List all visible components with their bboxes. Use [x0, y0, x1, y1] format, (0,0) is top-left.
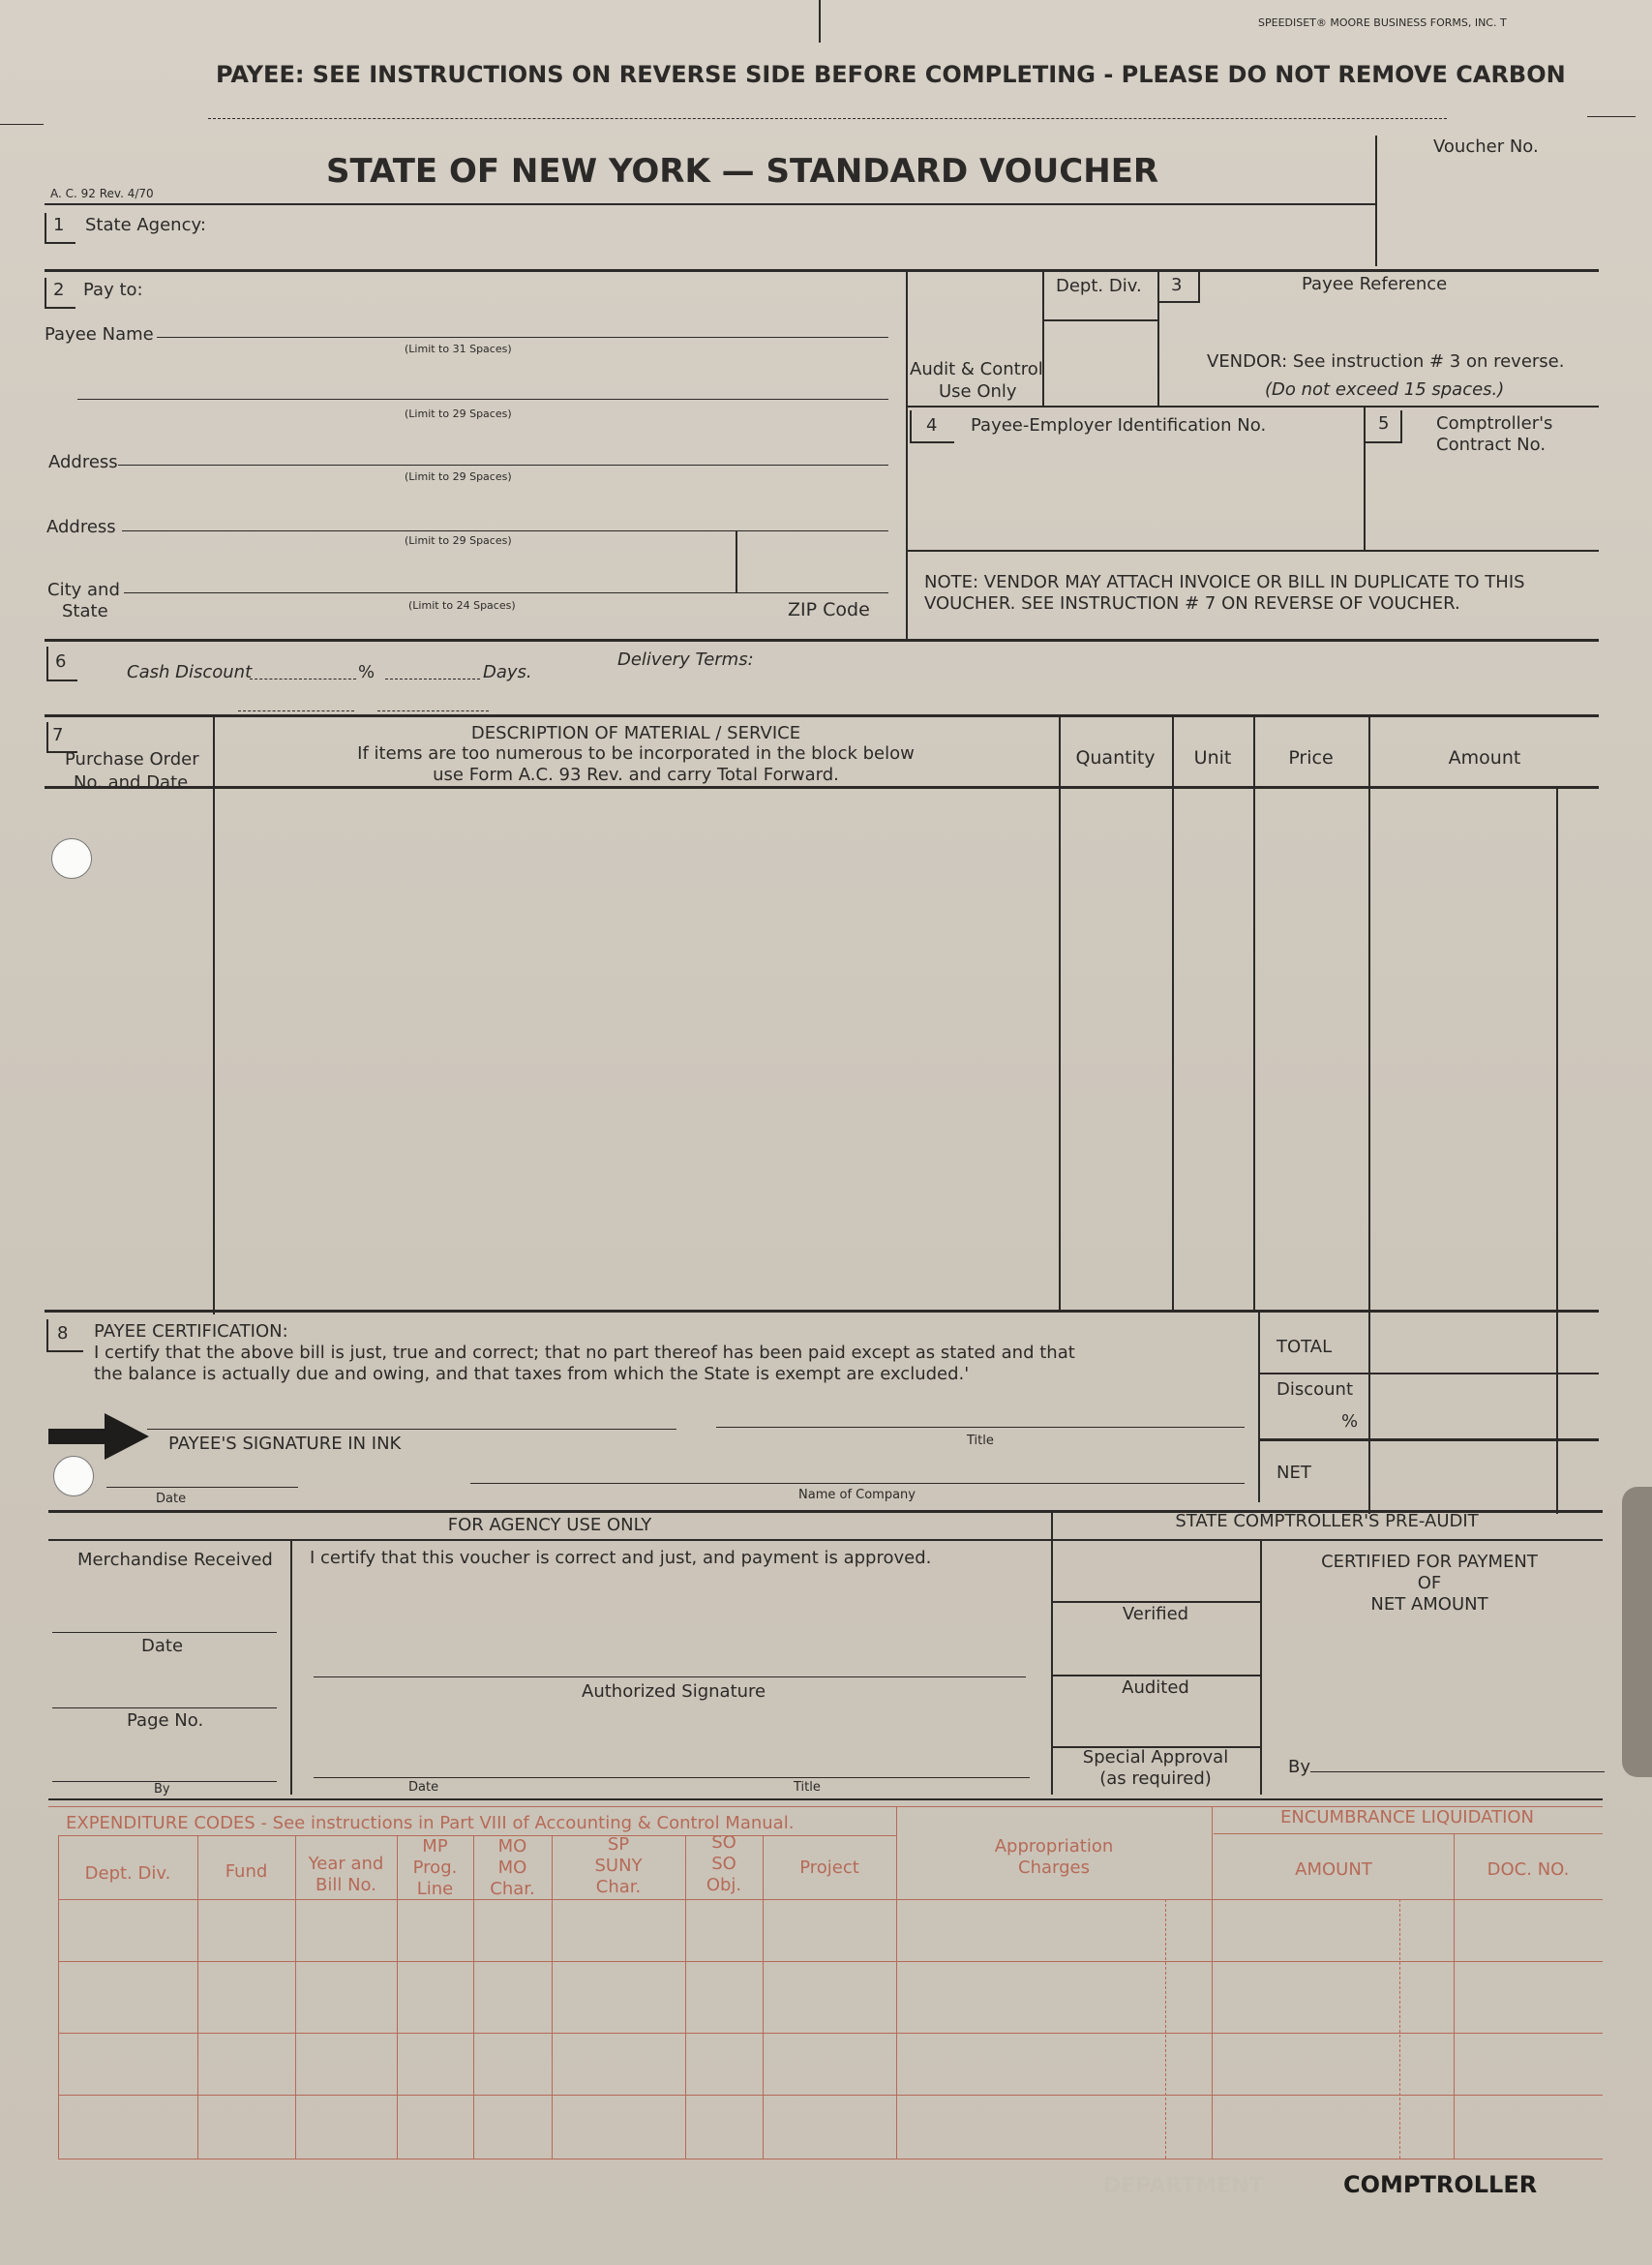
block5-number: 5 — [1378, 413, 1390, 434]
discount-under — [1258, 1438, 1599, 1441]
certified-payment-line3: NET AMOUNT — [1370, 1594, 1488, 1615]
total-under — [1258, 1373, 1599, 1374]
cash-discount-pct: % — [358, 662, 375, 682]
limit-31-note: (Limit to 31 Spaces) — [405, 343, 512, 355]
exp-year-header-2: Bill No. — [315, 1875, 376, 1895]
exp-approp-1: Appropriation — [994, 1836, 1114, 1857]
audited-top — [1051, 1675, 1260, 1676]
red-row-3 — [58, 2033, 1603, 2034]
city-label-2: State — [62, 601, 108, 621]
exp-mo-3: Char. — [490, 1879, 535, 1899]
verified-label: Verified — [1122, 1604, 1189, 1624]
cash-discount-label: Cash Discount — [127, 662, 253, 682]
cash-discount-pct-field[interactable] — [250, 679, 356, 680]
dept-div-label: Dept. Div. — [1056, 276, 1142, 296]
tear-mark-left — [0, 124, 44, 125]
enc-doc-header: DOC. NO. — [1487, 1859, 1570, 1880]
city-zip-divider — [736, 530, 737, 592]
exp-project-header: Project — [799, 1857, 859, 1878]
po-label-1: Purchase Order — [65, 749, 199, 770]
vendor-instruction: VENDOR: See instruction # 3 on reverse. — [1207, 351, 1565, 372]
po-label-2: No. and Date — [74, 772, 189, 793]
merch-date-label: Date — [141, 1636, 184, 1656]
perforation — [208, 118, 1447, 119]
voucher-no-label: Voucher No. — [1433, 136, 1539, 157]
copy-designation: COMPTROLLER — [1343, 2171, 1538, 2198]
company-caption: Name of Company — [798, 1488, 916, 1502]
authorized-signature-label: Authorized Signature — [582, 1681, 766, 1702]
special-approval-label: Special Approval — [1082, 1747, 1229, 1767]
preaudit-title: STATE COMPTROLLER'S PRE-AUDIT — [1175, 1511, 1479, 1531]
rule-block2-top — [45, 269, 1599, 272]
punch-hole-top — [51, 838, 92, 879]
audit-divider — [1042, 269, 1044, 407]
block3-number: 3 — [1171, 275, 1183, 295]
limit-29-note-c: (Limit to 29 Spaces) — [405, 534, 512, 547]
voucher-no-divider — [1375, 136, 1377, 266]
agency-use-title: FOR AGENCY USE ONLY — [447, 1515, 652, 1535]
exp-mp-1: MP — [422, 1836, 448, 1857]
expenditure-title: EXPENDITURE CODES - See instructions in Part VIII of Accounting & Control Manual. — [66, 1813, 795, 1833]
dash-under-1 — [238, 710, 354, 711]
agency-title-caption: Title — [794, 1780, 821, 1795]
red-col-7 — [763, 1835, 764, 2159]
title-line[interactable] — [716, 1427, 1245, 1428]
red-row-4 — [58, 2095, 1603, 2096]
note-line2: VOUCHER. SEE INSTRUCTION # 7 ON REVERSE OF VOUCHER. — [924, 593, 1460, 614]
price-header: Price — [1288, 747, 1334, 769]
exp-so-1: SO — [711, 1832, 736, 1853]
rule-table-header — [45, 786, 1599, 789]
col-unit-divider — [1253, 716, 1255, 1311]
preaudit-by-label: By — [1288, 1757, 1311, 1777]
state-agency-label: State Agency: — [85, 215, 206, 235]
top-tick — [819, 0, 821, 43]
rule-block4-top — [906, 406, 1599, 408]
comptroller-contract-line1: Comptroller's — [1436, 413, 1553, 434]
agency-date-line[interactable] — [314, 1777, 1030, 1778]
merch-date-line[interactable] — [52, 1707, 277, 1708]
limit-29-note-b: (Limit to 29 Spaces) — [405, 470, 512, 483]
certification-line2: the balance is actually due and owing, and that taxes from which the State is exempt are excluded.' — [94, 1364, 970, 1384]
rule-note-top — [906, 550, 1599, 552]
payee-employer-id-label: Payee-Employer Identification No. — [971, 415, 1267, 436]
payee-name-line-2[interactable] — [77, 399, 888, 400]
amount-header: Amount — [1448, 747, 1521, 769]
rule-block8-top — [45, 1310, 1599, 1313]
exp-so-2: SO — [711, 1854, 736, 1874]
description-note-2: use Form A.C. 93 Rev. and carry Total Forward. — [433, 765, 839, 785]
special-approval-note: (as required) — [1099, 1768, 1212, 1789]
comptroller-contract-line2: Contract No. — [1436, 435, 1547, 455]
block7-number: 7 — [52, 725, 64, 745]
red-approp-cents — [1165, 1899, 1166, 2159]
exp-mo-2: MO — [497, 1857, 527, 1878]
merch-line[interactable] — [52, 1632, 277, 1633]
address-label-1: Address — [48, 452, 118, 472]
discount-label: Discount — [1277, 1379, 1354, 1400]
pay-to-label: Pay to: — [83, 280, 143, 300]
red-enc-divider — [1454, 1833, 1455, 2159]
red-row-1 — [58, 1899, 1603, 1900]
block1-number: 1 — [53, 215, 65, 235]
form-code: A. C. 92 Rev. 4/70 — [50, 187, 154, 200]
address-label-2: Address — [46, 517, 116, 537]
torn-edge — [1622, 1487, 1652, 1777]
certification-line1: I certify that the above bill is just, true and correct; that no part thereof has been paid except as stated and that — [94, 1343, 1075, 1363]
city-line[interactable] — [124, 592, 888, 593]
encumbrance-title: ENCUMBRANCE LIQUIDATION — [1279, 1807, 1535, 1827]
merchandise-received-label: Merchandise Received — [77, 1550, 273, 1570]
address-line-2[interactable] — [122, 530, 888, 531]
cash-discount-days-field[interactable] — [385, 679, 480, 680]
form-title: STATE OF NEW YORK — STANDARD VOUCHER — [326, 152, 1159, 191]
printer-credit: SPEEDISET® MOORE BUSINESS FORMS, INC. T — [1258, 16, 1507, 29]
red-approp-right — [1212, 1806, 1213, 2159]
exp-mp-3: Line — [416, 1879, 454, 1899]
description-note-1: If items are too numerous to be incorporated in the block below — [357, 743, 915, 764]
exp-sp-1: SP — [607, 1834, 630, 1855]
totals-divider — [1258, 1311, 1260, 1502]
total-label: TOTAL — [1277, 1337, 1333, 1357]
arrow-icon — [48, 1413, 149, 1460]
vendor-limit: (Do not exceed 15 spaces.) — [1265, 379, 1505, 400]
exp-mp-2: Prog. — [412, 1857, 458, 1878]
signature-label: PAYEE'S SIGNATURE IN INK — [168, 1434, 402, 1454]
verified-top — [1051, 1601, 1260, 1603]
signature-line[interactable] — [147, 1429, 676, 1430]
payee-certification-title: PAYEE CERTIFICATION: — [94, 1321, 288, 1342]
right-panel-divider — [906, 269, 908, 641]
certified-payment-line2: OF — [1417, 1573, 1442, 1593]
merch-divider — [290, 1539, 292, 1795]
exp-so-3: Obj. — [706, 1875, 742, 1895]
col-qty-divider — [1172, 716, 1174, 1311]
red-row-2 — [58, 1961, 1603, 1962]
rule-block1-top — [45, 203, 1376, 205]
authorized-signature-line[interactable] — [314, 1676, 1026, 1677]
carbon-instruction: PAYEE: SEE INSTRUCTIONS ON REVERSE SIDE BEFORE COMPLETING - PLEASE DO NOT REMOVE CARBON — [216, 61, 1566, 88]
red-rule-enc — [1214, 1833, 1603, 1834]
agency-under-title — [48, 1539, 1051, 1541]
address-line-1[interactable] — [118, 465, 888, 466]
quantity-header: Quantity — [1075, 747, 1156, 769]
certified-payment-line1: CERTIFIED FOR PAYMENT — [1321, 1552, 1538, 1572]
rule-expenditure-top — [48, 1798, 1603, 1800]
zip-code-label: ZIP Code — [788, 599, 870, 620]
block2-number: 2 — [53, 280, 65, 300]
audited-label: Audited — [1122, 1677, 1189, 1698]
company-line[interactable] — [470, 1483, 1245, 1484]
description-header: DESCRIPTION OF MATERIAL / SERVICE — [470, 723, 801, 743]
audit-control-line1: Audit & Control — [910, 359, 1043, 379]
preaudit-by-line[interactable] — [1310, 1771, 1605, 1772]
exp-sp-2: SUNY — [594, 1856, 643, 1876]
exp-sp-3: Char. — [595, 1877, 642, 1897]
limit-24-note: (Limit to 24 Spaces) — [408, 599, 516, 612]
date-caption: Date — [156, 1492, 187, 1506]
exp-dept-header: Dept. Div. — [84, 1863, 171, 1884]
line-items-area[interactable] — [215, 790, 1057, 1309]
exp-year-header-1: Year and — [308, 1854, 384, 1874]
note-line1: NOTE: VENDOR MAY ATTACH INVOICE OR BILL IN DUPLICATE TO THIS — [924, 572, 1525, 592]
page-no-label: Page No. — [127, 1710, 204, 1731]
col-desc-divider — [1059, 716, 1061, 1311]
rule-block6-top — [45, 639, 1599, 642]
discount-pct: % — [1341, 1411, 1359, 1432]
enc-amount-header: AMOUNT — [1295, 1859, 1372, 1880]
title-caption: Title — [967, 1434, 994, 1448]
dept-under — [1042, 319, 1158, 321]
payee-reference-label: Payee Reference — [1302, 274, 1448, 294]
agency-certify-text: I certify that this voucher is correct and just, and payment is approved. — [310, 1548, 932, 1568]
block8-number: 8 — [57, 1323, 69, 1344]
exp-mo-1: MO — [497, 1836, 527, 1857]
rule-block7-top — [45, 714, 1599, 717]
net-label: NET — [1277, 1463, 1311, 1483]
red-col-1 — [197, 1835, 198, 2159]
col-price-divider — [1368, 716, 1370, 1514]
limit-29-note-a: (Limit to 29 Spaces) — [405, 408, 512, 420]
delivery-terms-label: Delivery Terms: — [617, 649, 754, 670]
punch-hole-bottom — [53, 1456, 94, 1496]
payee-name-label: Payee Name — [45, 324, 154, 345]
cash-discount-days: Days. — [483, 662, 532, 682]
col-amount-cents-divider — [1556, 788, 1558, 1514]
faint-department-label: DEPARTMENT — [1103, 2174, 1264, 2198]
payee-name-line[interactable] — [157, 337, 888, 338]
red-rule-sub — [58, 1835, 896, 1836]
audit-control-line2: Use Only — [939, 381, 1017, 402]
by-caption: By — [154, 1782, 170, 1797]
agency-date-caption: Date — [408, 1780, 439, 1795]
red-amount-cents — [1399, 1899, 1400, 2159]
date-line[interactable] — [106, 1487, 298, 1488]
unit-header: Unit — [1193, 747, 1232, 769]
exp-fund-header: Fund — [225, 1861, 268, 1882]
exp-approp-2: Charges — [1018, 1857, 1090, 1878]
block4-number: 4 — [926, 415, 938, 436]
city-label-1: City and — [47, 580, 120, 600]
preaudit-under-title — [1051, 1539, 1603, 1541]
dash-under-2 — [377, 710, 489, 711]
tear-mark-right — [1587, 116, 1636, 117]
block6-number: 6 — [55, 651, 67, 672]
